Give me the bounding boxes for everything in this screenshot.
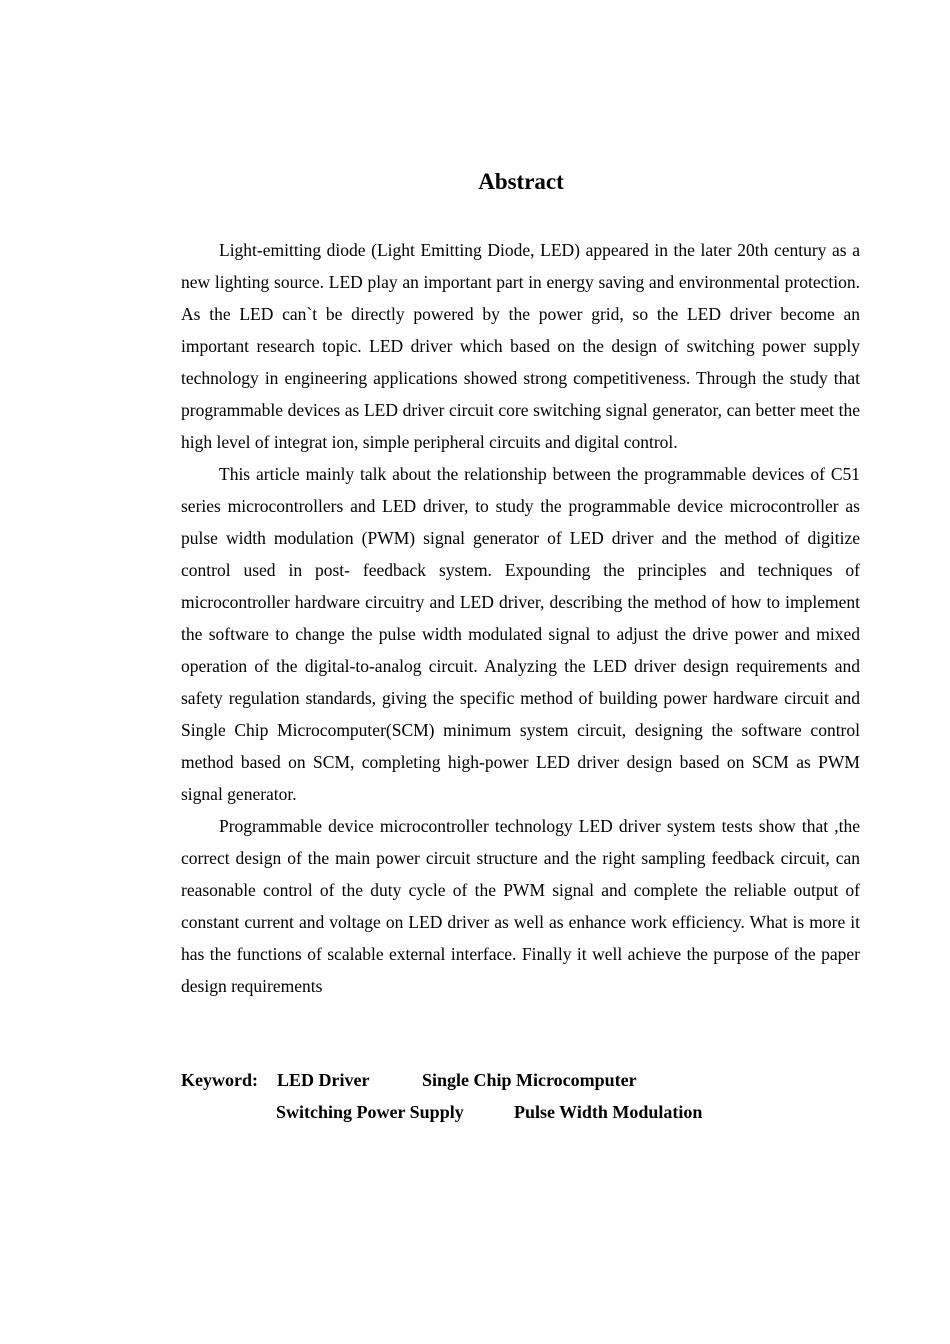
keywords-section <box>181 1064 860 1128</box>
abstract-body <box>181 234 860 1002</box>
abstract-paragraph-1: Light-emitting diode (Light Emitting Diode, LED) appeared in the later 20th century as a new lighting source. LED play an important part in energy saving and environmental protection. As the LED can`t be directly powered by the power grid, so the LED driver become an important research topic. LED driver which based on the design of switching power supply technology in engineering applications showed strong competitiveness. Through the study that programmable devices as LED driver circuit core switching signal generator, can better meet the high level of integrat ion, simple peripheral circuits and digital control. <box>181 240 860 452</box>
keywords-row-1 <box>181 1064 860 1096</box>
abstract-paragraph-2: This article mainly talk about the relationship between the programmable devices of C51 series microcontrollers and LED driver, to study the programmable device microcontroller as pulse width modulation (PWM) signal generator of LED driver and the method of digitize control used in post- feedback system. Expounding the principles and techniques of microcontroller hardware circuitry and LED driver, describing the method of how to implement the software to change the pulse width modulated signal to adjust the drive power and mixed operation of the digital-to-analog circuit. Analyzing the LED driver design requirements and safety regulation standards, giving the specific method of building power hardware circuit and Single Chip Microcomputer(SCM) minimum system circuit, designing the software control method based on SCM, completing high-power LED driver design based on SCM as PWM signal generator. <box>181 464 860 804</box>
keyword-item: LED Driver <box>277 1070 370 1090</box>
keyword-item: Pulse Width Modulation <box>514 1102 703 1122</box>
keywords-label: Keyword: <box>181 1070 258 1090</box>
keyword-item: Switching Power Supply <box>276 1102 464 1122</box>
keyword-item: Single Chip Microcomputer <box>422 1070 637 1090</box>
abstract-paragraph-3: Programmable device microcontroller technology LED driver system tests show that ,the correct design of the main power circuit structure and the right sampling feedback circuit, can reasonable control of the duty cycle of the PWM signal and complete the reliable output of constant current and voltage on LED driver as well as enhance work efficiency. What is more it has the functions of scalable external interface. Finally it well achieve the purpose of the paper design requirements <box>181 816 860 996</box>
page-title: Abstract <box>478 169 564 194</box>
keywords-row-2 <box>181 1096 860 1128</box>
